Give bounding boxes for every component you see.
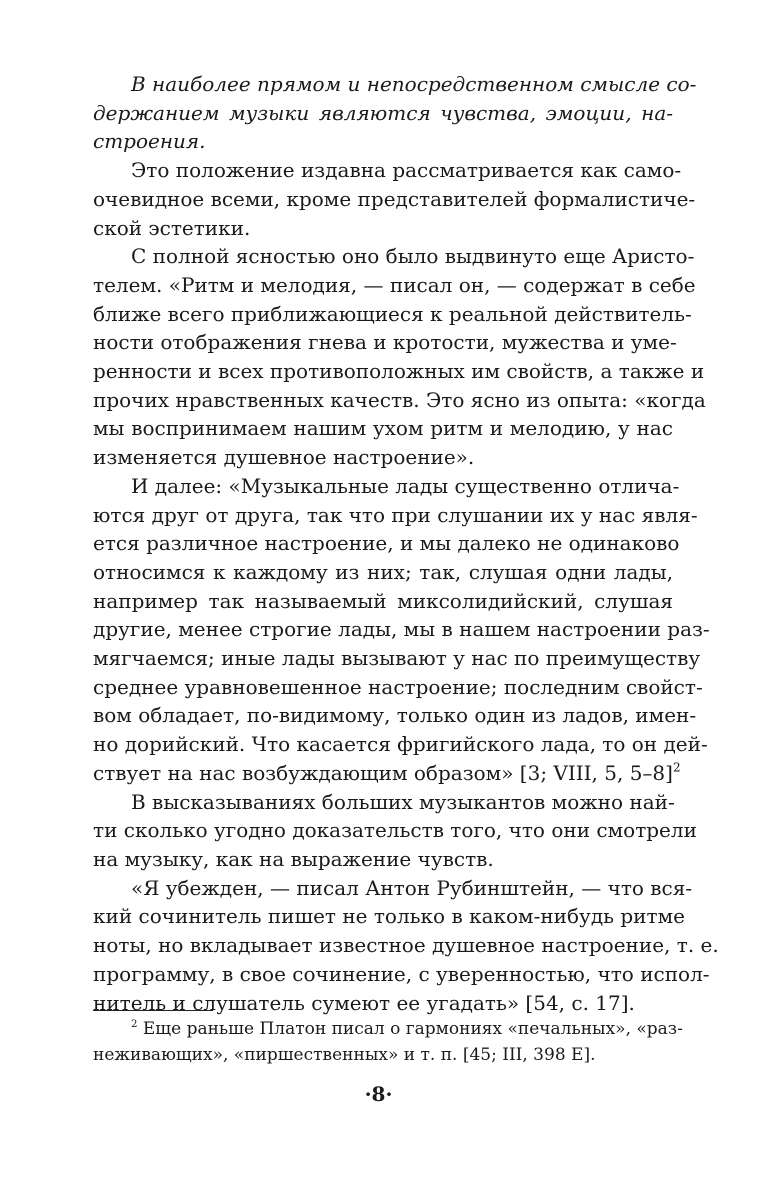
text-line: И далее: «Музыкальные лады существенно отлича- (131, 473, 680, 498)
text-line: программу, в свое сочинение, с уверенностью, что испол- (93, 961, 710, 986)
text-line: мягчаемся; иные лады вызывают у нас по преимуществу (93, 646, 701, 671)
text-line: В наиболее прямом и непосредственном смысле со- (131, 72, 697, 96)
footnote-divider (93, 1010, 213, 1011)
footnote-line: неживающих», «пиршественных» и т. п. [45; III, 398 E]. (93, 1045, 596, 1065)
text-line: вом обладает, по-видимому, только один из ладов, имен- (93, 703, 697, 728)
paragraph (93, 242, 706, 472)
text-line: мы воспринимаем нашим ухом ритм и мелодию, у нас (93, 416, 673, 441)
text-line: ются друг от друга, так что при слушании их у нас явля- (93, 502, 698, 527)
text-line: изменяется душевное настроение». (93, 445, 475, 470)
text-line: В высказываниях больших музыкантов можно най- (131, 789, 675, 814)
text-line: ренности и всех противоположных им свойств, а также и (93, 359, 705, 384)
page-number: ·8· (364, 1082, 393, 1106)
text-line: кий сочинитель пишет не только в каком-нибудь ритме (93, 904, 685, 929)
text-line: ется различное настроение, и мы далеко не одинаково (93, 531, 680, 556)
text-line: на музыку, как на выражение чувств. (93, 846, 494, 871)
paragraph (93, 788, 697, 874)
paragraph (93, 156, 696, 242)
text-line: прочих нравственных качеств. Это ясно из опыта: «когда (93, 387, 706, 412)
text-line: среднее уравновешенное настроение; последним свойст- (93, 674, 703, 699)
text-line: «Я убежден, — писал Антон Рубинштейн, — что вся- (131, 875, 693, 900)
text-line: относимся к каждому из них; так, слушая одни лады, (93, 559, 673, 584)
text-line: например так называемый миксолидийский, слушая (93, 588, 673, 613)
footnote-line-content: Еще раньше Платон писал о гармониях «печальных», «раз- (142, 1019, 683, 1039)
text-line: держанием музыки являются чувства, эмоции, на- (93, 100, 673, 125)
paragraph (93, 874, 719, 1018)
footnote-marker: 2 (131, 1018, 138, 1030)
text-line: Это положение издавна рассматривается как само- (131, 158, 682, 183)
text-line: ти сколько угодно доказательств того, что они смотрели (93, 818, 697, 843)
footnote (93, 1016, 683, 1068)
text-line: ской эстетики. (93, 215, 251, 240)
text-line: ности отображения гнева и кротости, мужества и уме- (93, 330, 677, 355)
paragraph (93, 472, 710, 788)
text-line: ближе всего приближающиеся к реальной действитель- (93, 301, 692, 326)
text-line (93, 759, 681, 788)
text-line: очевидное всеми, кроме представителей формалистиче- (93, 186, 696, 211)
text-line-content: ствует на нас возбуждающим образом» [3; VIII, 5, 5–8] (93, 760, 673, 785)
text-line: С полной ясностью оно было выдвинуто еще Аристо- (131, 244, 695, 269)
text-line: но дорийский. Что касается фригийского лада, то он дей- (93, 732, 708, 757)
footnote-line (93, 1016, 683, 1042)
text-line: другие, менее строгие лады, мы в нашем настроении раз- (93, 617, 710, 642)
text-line: телем. «Ритм и мелодия, — писал он, — содержат в себе (93, 272, 696, 297)
text-line: ноты, но вкладывает известное душевное настроение, т. е. (93, 933, 719, 958)
text-line: строения. (93, 129, 206, 154)
text-line: нитель и слушатель сумеют ее угадать» [54, с. 17]. (93, 990, 635, 1015)
footnote-reference[interactable]: 2 (672, 760, 681, 775)
paragraph (93, 70, 697, 156)
body-text (93, 70, 719, 1017)
